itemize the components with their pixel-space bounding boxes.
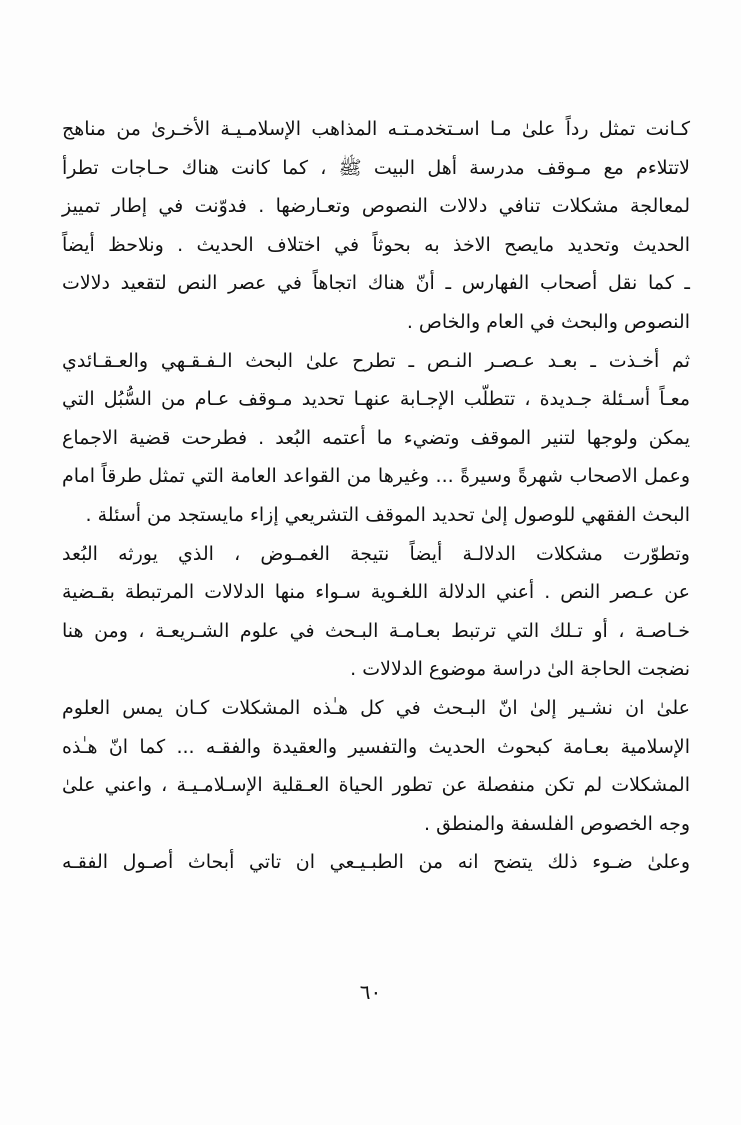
text-line: وعمل الاصحاب شهرةً وسيرةً ... وغيرها من القواعد العامة التي تمثل طرقاً امام (62, 465, 690, 488)
text-line: وعلىٰ ضـوء ذلك يتضح انه من الطبـيـعي ان تاتي أبحاث أصـول الفقـه (62, 851, 690, 874)
paragraph (62, 535, 690, 689)
text-line: لمعالجة مشكلات تنافي دلالات النصوص وتعـارضها . فدوّنت في إطار تمييز (62, 195, 690, 218)
body-text (62, 110, 690, 882)
text-line: معـاً أسـئلة جـديدة ، تتطلّب الإجـابة عنهـا تحديد مـوقف عـام من السُّبُل التي (62, 388, 690, 411)
paragraph (62, 110, 690, 342)
text-line: يمكن ولوجها لتنير الموقف وتضيء ما أعتمه البُعد . فطرحت قضية الاجماع (62, 426, 690, 449)
text-line: عن عـصر النص . أعني الدلالة اللغـوية سـواء منها الدلالات المرتبطة بقـضية (62, 581, 690, 604)
text-line: وتطوّرت مشكلات الدلالـة أيضاً نتيجة الغمـوض ، الذي يورثه البُعد (62, 542, 690, 565)
text-line: البحث الفقهي للوصول إلىٰ تحديد الموقف التشريعي إزاء مايستجد من أسئلة . (85, 503, 690, 526)
text-line: الحديث وتحديد مايصح الاخذ به بحوثاً في اختلاف الحديث . ونلاحظ أيضاً (62, 233, 690, 256)
paragraph (62, 689, 690, 843)
text-line: نضجت الحاجة الىٰ دراسة موضوع الدلالات . (350, 658, 690, 681)
page-number: ٦٠ (359, 980, 382, 1004)
text-line: كـانت تمثل رداً علىٰ مـا اسـتخدمـتـه المذاهب الإسلامـيـة الأخـرىٰ من مناهج (62, 118, 690, 140)
text-line: ـ كما نقل أصحاب الفهارس ـ أنّ هناك اتجاهاً في عصر النص لتقعيد دلالات (62, 272, 690, 295)
text-line: الإسلامية بعـامة كبحوث الحديث والتفسير والعقيدة والفقـه ... كما انّ هـٰذه (62, 735, 690, 758)
text-line: علىٰ ان نشـير إلىٰ انّ البـحث في كل هـٰذه المشكلات كـان يمس العلوم (62, 696, 690, 719)
text-line: النصوص والبحث في العام والخاص . (406, 310, 690, 333)
paragraph (62, 342, 690, 535)
text-line: المشكلات لم تكن منفصلة عن تطور الحياة العـقلية الإسـلامـيـة ، واعني علىٰ (62, 774, 690, 797)
text-line: لاتتلاءم مع مـوقف مدرسة أهل البيت ﷺ ، كما كانت هناك حـاجات تطرأ (62, 156, 690, 179)
text-line: ثم أخـذت ـ بعـد عـصـر النـص ـ تطرح علىٰ البحث الـفـقـهي والعـقـائدي (62, 349, 690, 372)
text-line: وجه الخصوص الفلسفة والمنطق . (423, 812, 690, 835)
text-line: خـاصـة ، أو تـلك التي ترتبط بعـامـة البـحث في علوم الشـريعـة ، ومن هنا (62, 619, 690, 642)
paragraph (62, 843, 690, 882)
